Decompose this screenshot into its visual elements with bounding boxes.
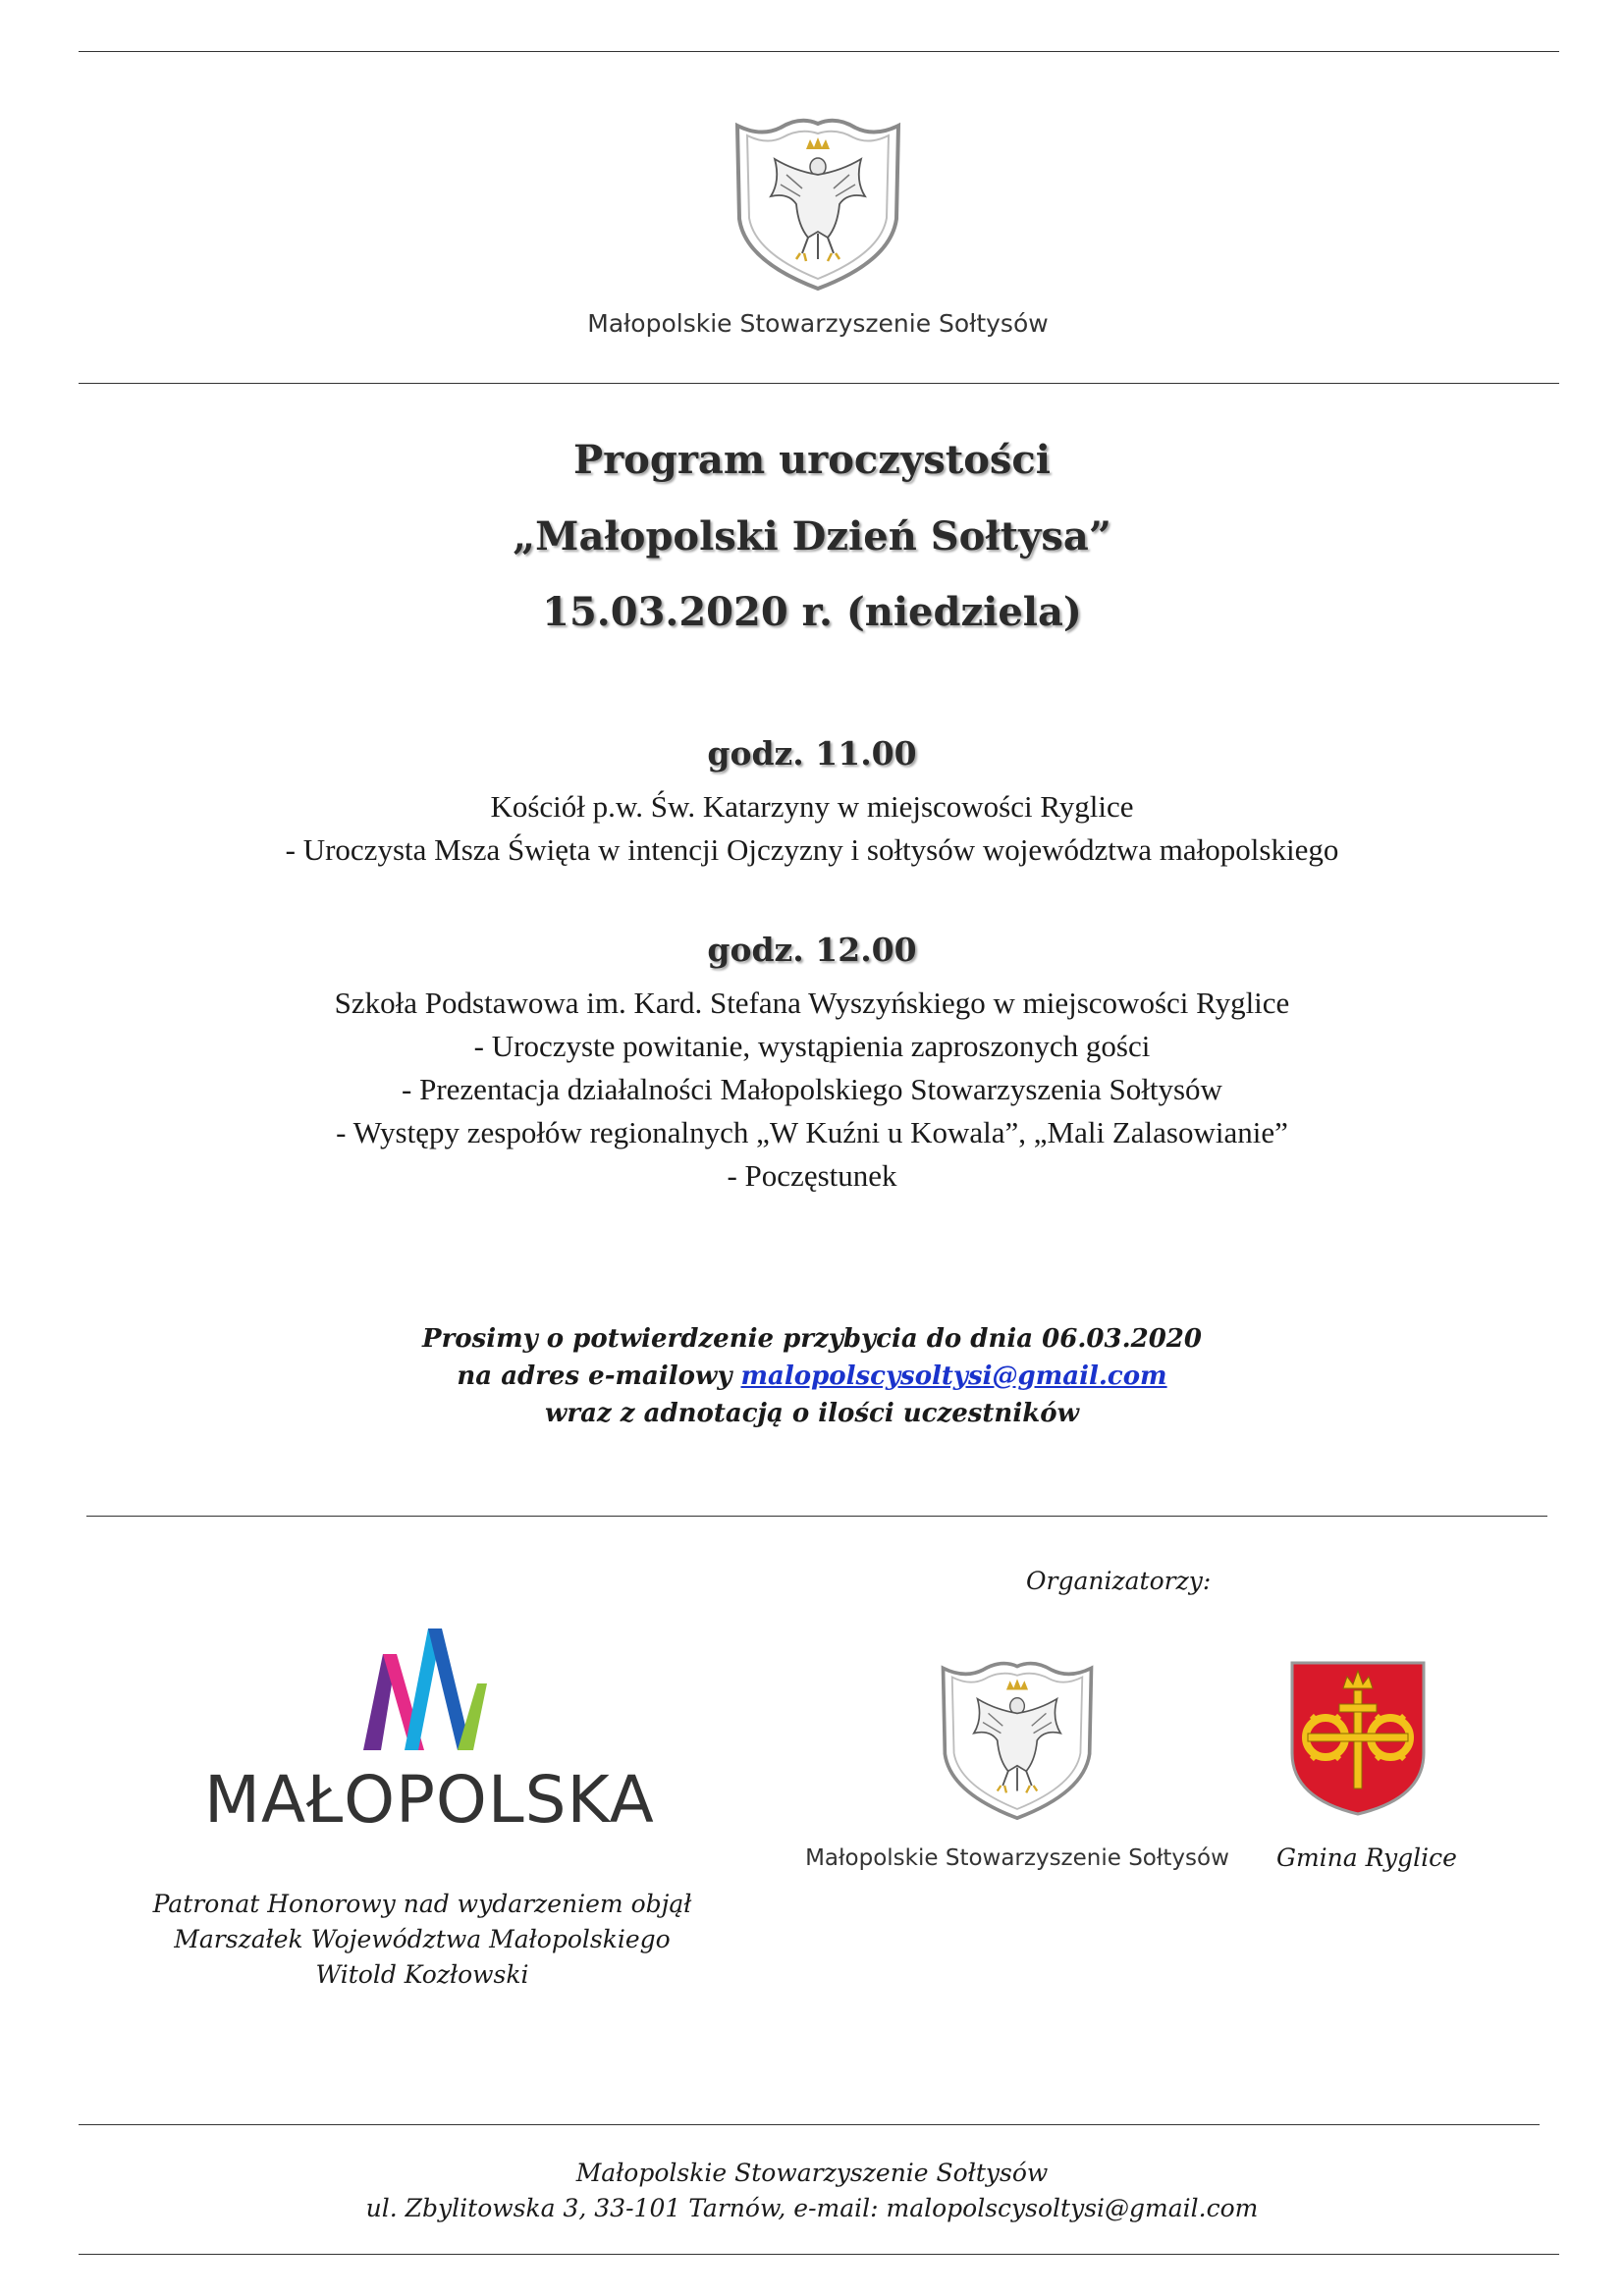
entry-2-line-3: - Prezentacja działalności Małopolskiego Stowarzyszenia Sołtysów [402, 1072, 1222, 1106]
program-title-3 [0, 589, 1624, 635]
eagle-shield-icon [938, 1659, 1097, 1822]
entry-1-line-1: Kościół p.w. Św. Katarzyny w miejscowości Ryglice [490, 789, 1134, 824]
rsvp-line-2 [0, 1358, 1624, 1395]
organizer-2-logo [1288, 1659, 1428, 1818]
mid-rule [86, 1516, 1547, 1517]
entry-1-time: godz. 11.00 [707, 734, 917, 773]
footer-line-2: ul. Zbylitowska 3, 33-101 Tarnów, e-mail: malopolscysoltysi@gmail.com [365, 2194, 1259, 2222]
eagle-shield-icon [731, 116, 904, 293]
header-logo [731, 116, 904, 293]
entry-2-line-2: - Uroczyste powitanie, wystąpienia zaproszonych gości [473, 1029, 1151, 1063]
organizer-1-logo [938, 1659, 1097, 1822]
footer [0, 2156, 1624, 2226]
footer-top-rule [79, 2124, 1540, 2125]
rsvp-line-3: wraz z adnotacją o ilości uczestników [545, 1399, 1079, 1428]
rsvp-email-link[interactable]: malopolscysoltysi@gmail.com [740, 1362, 1167, 1391]
title-line-2: „Małopolski Dzień Sołtysa” [513, 513, 1111, 560]
header-logo-caption: Małopolskie Stowarzyszenie Sołtysów [587, 309, 1049, 338]
program-entry-2 [0, 931, 1624, 1198]
patronage-block [128, 1887, 717, 1993]
malopolska-wordmark: MAŁOPOLSKA [204, 1762, 655, 1838]
program-title-2 [0, 513, 1624, 560]
title-line-1: Program uroczystości [573, 437, 1051, 483]
organizer-1-caption: Małopolskie Stowarzyszenie Sołtysów [805, 1845, 1229, 1871]
malopolska-logo [353, 1625, 501, 1752]
entry-2-line-1: Szkoła Podstawowa im. Kard. Stefana Wyszyńskiego w miejscowości Ryglice [334, 986, 1290, 1020]
patronage-line-2: Marszałek Województwa Małopolskiego [174, 1925, 671, 1953]
footer-bottom-rule [79, 2254, 1559, 2255]
program-entry-1 [0, 734, 1624, 872]
ryglice-coat-of-arms-icon [1288, 1659, 1428, 1818]
top-rule [79, 51, 1559, 52]
entry-2-time: godz. 12.00 [707, 931, 917, 969]
footer-line-1: Małopolskie Stowarzyszenie Sołtysów [575, 2159, 1049, 2187]
program-title [0, 437, 1624, 483]
patronage-line-3: Witold Kozłowski [315, 1960, 529, 1989]
organizer-2-caption: Gmina Ryglice [1276, 1843, 1457, 1872]
entry-2-line-4: - Występy zespołów regionalnych „W Kuźni u Kowala”, „Mali Zalasowianie” [336, 1115, 1288, 1149]
entry-2-line-5: - Poczęstunek [727, 1158, 897, 1193]
patronage-line-1: Patronat Honorowy nad wydarzeniem objął [152, 1890, 692, 1918]
title-line-3: 15.03.2020 r. (niedziela) [542, 589, 1082, 635]
organizers-label: Organizatorzy: [1026, 1567, 1212, 1595]
rsvp-block [0, 1320, 1624, 1432]
entry-1-line-2: - Uroczysta Msza Święta w intencji Ojczyzny i sołtysów województwa małopolskiego [285, 832, 1339, 867]
header-bottom-rule [79, 383, 1559, 384]
rsvp-line-1: Prosimy o potwierdzenie przybycia do dnia 06.03.2020 [422, 1324, 1202, 1354]
rsvp-line-2-prefix: na adres e-mailowy [457, 1362, 741, 1391]
malopolska-m-icon [353, 1625, 501, 1752]
